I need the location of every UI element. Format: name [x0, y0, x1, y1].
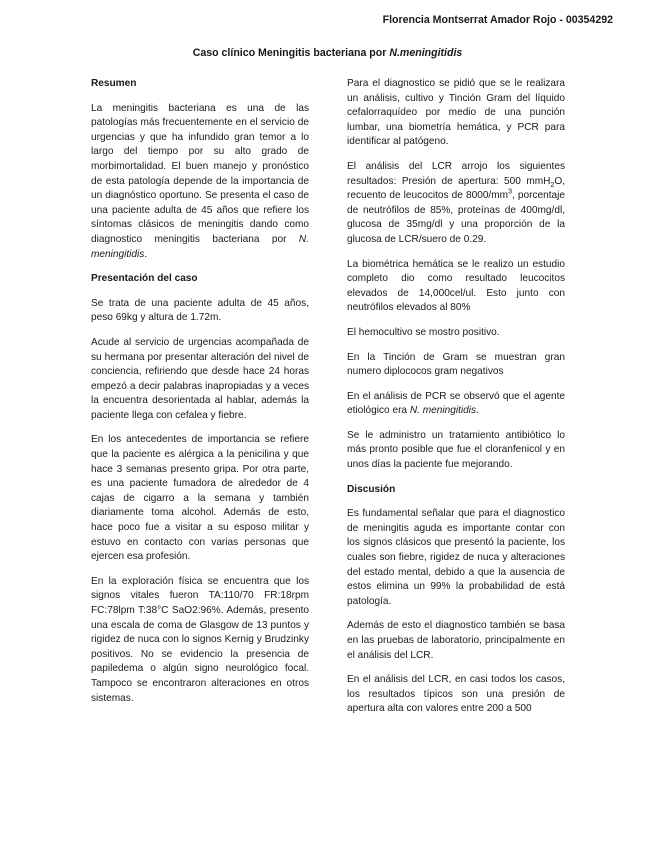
title-text: Caso clínico Meningitis bacteriana por: [192, 47, 390, 59]
author-line: Florencia Montserrat Amador Rojo - 00354292: [382, 14, 613, 26]
resumen-paragraph: La meningitis bacteriana es una de las patologías más frecuentemente en el servicio de urgencias y que ha infundido gran temor a lo largo del tiempo por su alto grado de morbimortalidad. El buen manejo y pronóstico de esta patología depende de la importancia de un diagnóstico oportuno. Se presenta el caso de una paciente adulta de 45 años que refiere los síntomas clásicos de meningitis dando como diagnostico meningitis bacteriana por N. meningitidis.: [91, 102, 309, 260]
diagnosis-paragraph: Para el diagnostico se pidió que se le realizara un análisis, cultivo y Tinción Gram del líquido cefalorraquídeo por medio de una punción lumbar, una biometría hemática, y PCR para identificar al patógeno.: [347, 78, 565, 148]
discussion-paragraph-3: En el análisis del LCR, en casi todos los casos, los resultados típicos son una presión de apertura alta con valores entre 200 a 500: [347, 674, 565, 715]
discussion-paragraph-2: Además de esto el diagnostico también se basa en las pruebas de laboratorio, principalmente en el análisis del LCR.: [347, 620, 565, 661]
title-organism: N.meningitidis: [389, 47, 463, 59]
hemoculture-paragraph: El hemocultivo se mostro positivo.: [347, 326, 500, 338]
pcr-paragraph: En el análisis de PCR se observó que el agente etiológico era N. meningitidis.: [347, 390, 565, 417]
right-column: [347, 77, 565, 727]
case-paragraph-4: En la exploración física se encuentra que los signos vitales fueron TA:110/70 FR:18rpm FC:78lpm T:38°C SaO2:96%. Además, presento una escala de coma de Glasgow de 13 puntos y rigidez de nuca con lo signos Kernig y Brudzinky positivos. No se evidencio la presencia de papiledema o algún signo neurológico focal. Tampoco se encontraron alteraciones en otros sistemas.: [91, 575, 309, 704]
presentacion-heading: Presentación del caso: [91, 273, 198, 285]
gram-paragraph: En la Tinción de Gram se muestran gran numero diplococos gram negativos: [347, 351, 565, 378]
left-column: [91, 77, 309, 716]
resumen-heading: Resumen: [91, 78, 137, 89]
discusion-heading: Discusión: [347, 483, 396, 495]
case-paragraph-3: En los antecedentes de importancia se refiere que la paciente es alérgica a la penicilina y que hace 3 semanas presento gripa. Por otra parte, es una paciente fumadora de alrededor de 4 cajas de cigarro a la semana y también diariamente toma alcohol. Además de esto, hace poco fue a visitar a su esposo militar y estuvo en contacto con varias personas que ejercen esa profesión.: [91, 434, 309, 563]
case-paragraph-1: Se trata de una paciente adulta de 45 años, peso 69kg y altura de 1.72m.: [91, 297, 309, 324]
discussion-paragraph-1: Es fundamental señalar que para el diagnostico de meningitis aguda es importante contar con los signos clásicos que presentó la paciente, los cuales son fiebre, rigidez de nuca y alteraciones del estado mental, debido a que la ausencia de estos elimina un 99% la probabilidad de está patología.: [347, 508, 565, 607]
document-title: [0, 47, 655, 59]
case-paragraph-2: Acude al servicio de urgencias acompañada de su hermana por presentar alteración del nivel de conciencia, refiriendo que desde hace 24 horas empezó a decir palabras inapropiadas y a veces la encuentra desorientada al hablar, además la paciente llega con cefalea y fiebre.: [91, 336, 309, 421]
biometry-paragraph: La biométrica hemática se le realizo un estudio completo dio como resultado leucocitos elevados de 14,000cel/ul. Esto junto con neutrófilos elevados al 80%: [347, 258, 565, 314]
lcr-results-paragraph: El análisis del LCR arrojo los siguientes resultados: Presión de apertura: 500 mmH$_2$O, recuento de leucocitos de $8000/mm^3$, porcentaje de neutrófilos de 85%, proteínas de 400mg/dl, glucosa de 35mg/dl y una proporción de la glucosa de LCR/suero de 0.29.: [347, 160, 565, 245]
treatment-paragraph: Se le administro un tratamiento antibiótico lo más pronto posible que fue el cloranfenicol y en unos días la paciente fue mejorando.: [347, 429, 565, 471]
